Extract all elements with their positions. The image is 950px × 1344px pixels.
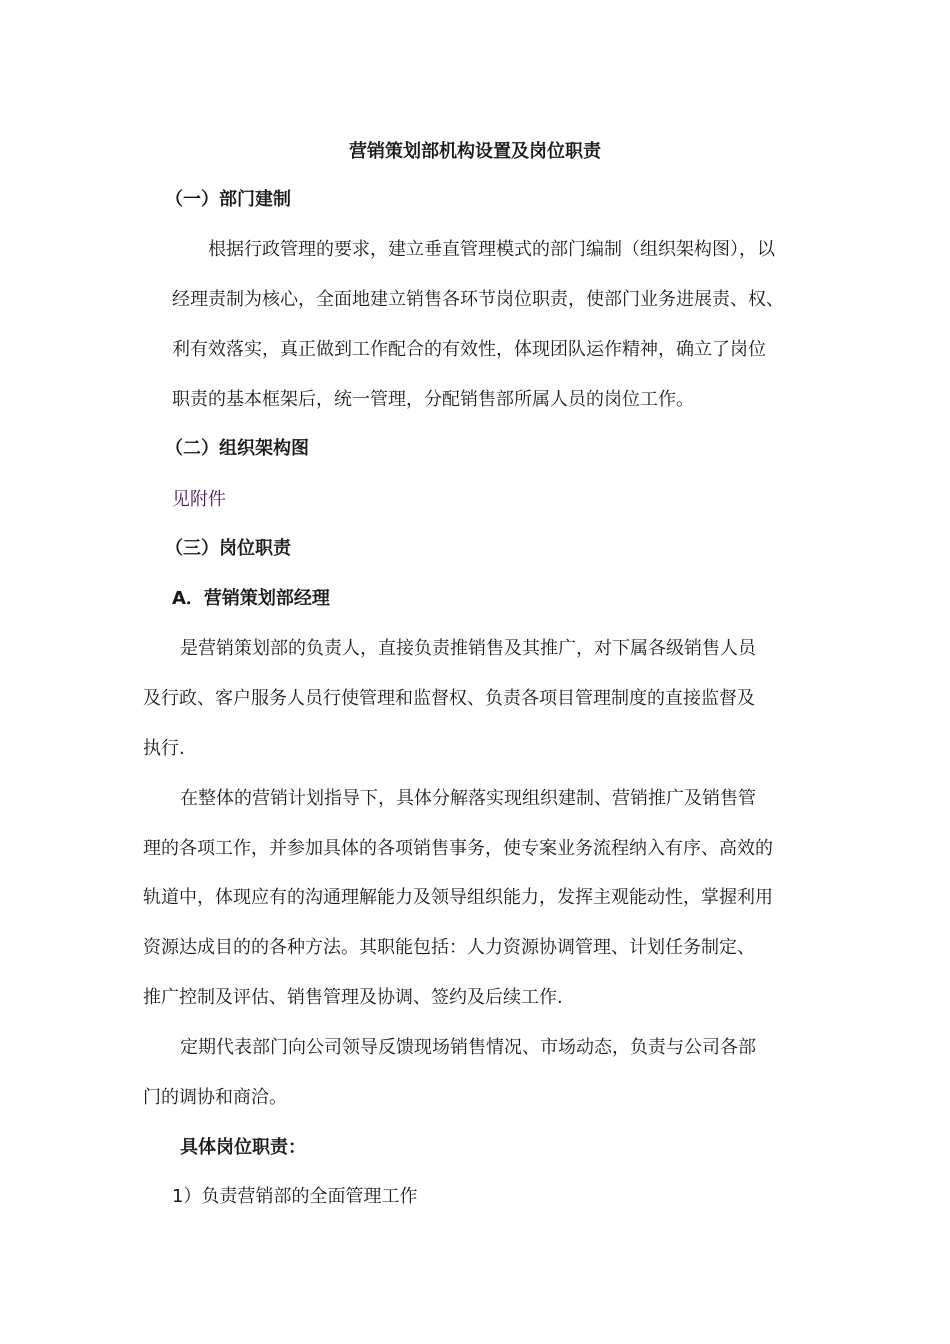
paragraph-line: 理的各项工作，并参加具体的各项销售事务，使专案业务流程纳入有序、高效的 <box>143 838 773 859</box>
duties-heading: 具体岗位职责： <box>180 1137 306 1158</box>
paragraph-line: 利有效落实，真正做到工作配合的有效性，体现团队运作精神，确立了岗位 <box>172 339 766 360</box>
paragraph-line: 在整体的营销计划指导下，具体分解落实现组织建制、营销推广及销售管 <box>180 788 756 809</box>
paragraph-line: 根据行政管理的要求，建立垂直管理模式的部门编制（组织架构图），以 <box>208 239 775 260</box>
section-heading-department: （一）部门建制 <box>165 189 291 210</box>
paragraph-line: 经理责制为核心，全面地建立销售各环节岗位职责，使部门业务进展责、权、 <box>172 289 784 310</box>
duty-item: 1）负责营销部的全面管理工作 <box>172 1186 418 1207</box>
attachment-note: 见附件 <box>172 489 226 510</box>
paragraph-line: 执行. <box>143 738 185 759</box>
document-title: 营销策划部机构设置及岗位职责 <box>349 141 601 162</box>
paragraph-line: 轨道中，体现应有的沟通理解能力及领导组织能力，发挥主观能动性，掌握利用 <box>143 887 773 908</box>
paragraph-line: 定期代表部门向公司领导反馈现场销售情况、市场动态，负责与公司各部 <box>180 1037 756 1058</box>
sub-heading-manager: A．营销策划部经理 <box>172 588 330 609</box>
paragraph-line: 推广控制及评估、销售管理及协调、签约及后续工作. <box>143 987 563 1008</box>
section-heading-duties: （三）岗位职责 <box>165 538 291 559</box>
paragraph-line: 是营销策划部的负责人，直接负责推销售及其推广，对下属各级销售人员 <box>180 638 756 659</box>
paragraph-line: 职责的基本框架后，统一管理，分配销售部所属人员的岗位工作。 <box>172 389 694 410</box>
paragraph-line: 门的调协和商洽。 <box>143 1087 287 1108</box>
paragraph-line: 及行政、客户服务人员行使管理和监督权、负责各项目管理制度的直接监督及 <box>143 688 755 709</box>
section-heading-org-chart: （二）组织架构图 <box>165 438 309 459</box>
paragraph-line: 资源达成目的的各种方法。其职能包括：人力资源协调管理、计划任务制定、 <box>143 937 755 958</box>
